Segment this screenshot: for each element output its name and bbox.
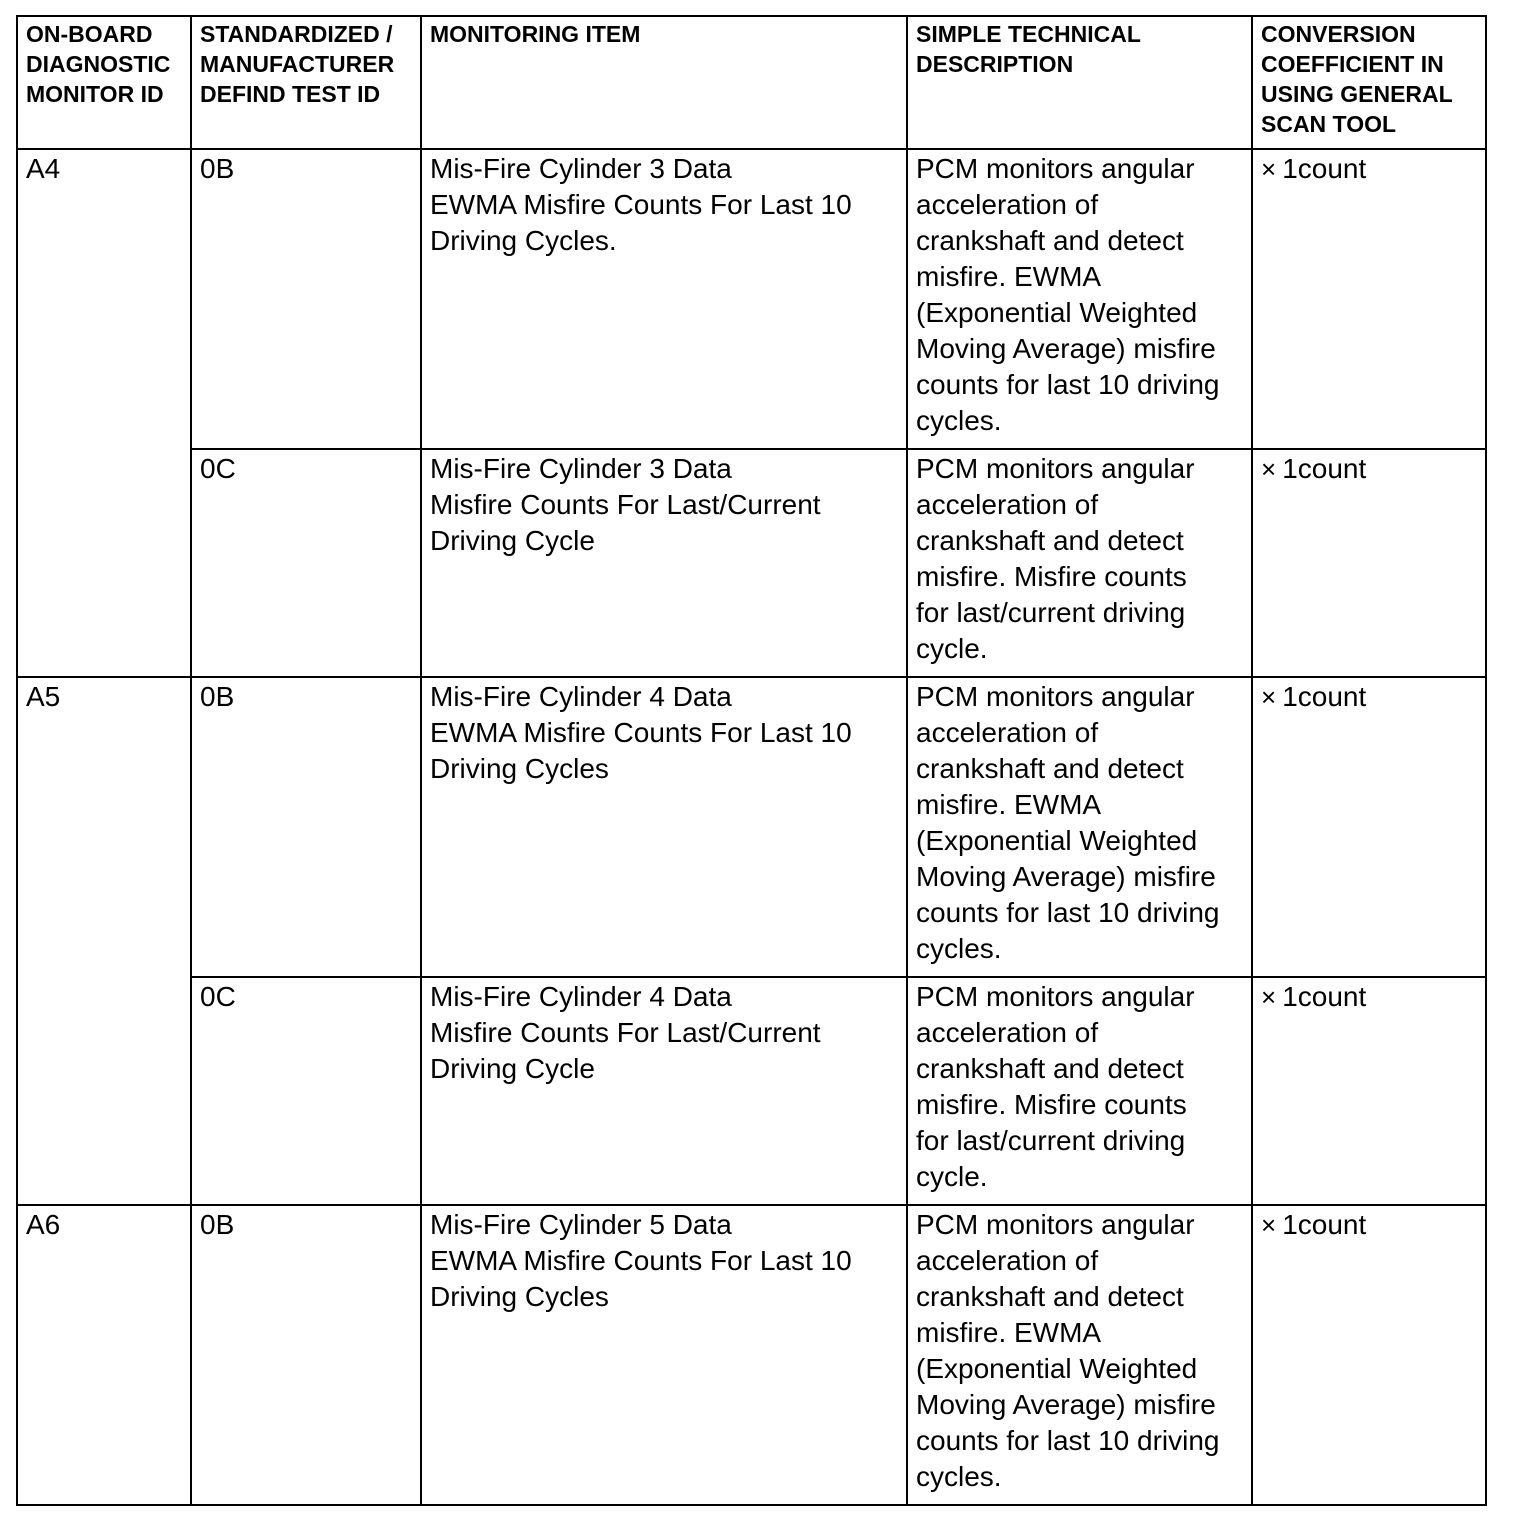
item-line: Driving Cycles bbox=[430, 753, 609, 784]
multiply-symbol: × bbox=[1261, 682, 1277, 712]
conversion-value: 1count bbox=[1282, 153, 1367, 184]
header-monitor-id bbox=[17, 16, 191, 149]
header-text: MONITORING ITEM bbox=[430, 21, 641, 47]
description-line: (Exponential Weighted bbox=[916, 297, 1198, 328]
table-row bbox=[17, 977, 1486, 1205]
header-text: DIAGNOSTIC bbox=[26, 51, 171, 77]
description-cell bbox=[907, 449, 1252, 677]
description-line: PCM monitors angular bbox=[916, 681, 1195, 712]
table-row bbox=[17, 677, 1486, 977]
description-line: misfire. Misfire counts bbox=[916, 561, 1187, 592]
description-line: crankshaft and detect bbox=[916, 225, 1184, 256]
item-line: Mis-Fire Cylinder 4 Data bbox=[430, 681, 732, 712]
item-line: EWMA Misfire Counts For Last 10 bbox=[430, 189, 852, 220]
monitor-table bbox=[16, 15, 1487, 1506]
description-line: misfire. EWMA bbox=[916, 789, 1102, 820]
description-line: Moving Average) misfire bbox=[916, 861, 1216, 892]
description-line: cycle. bbox=[916, 1161, 988, 1192]
header-text: DEFIND TEST ID bbox=[200, 81, 381, 107]
monitoring-item-cell bbox=[421, 677, 907, 977]
conversion-value: 1count bbox=[1282, 453, 1367, 484]
header-text: SCAN TOOL bbox=[1261, 111, 1397, 137]
description-line: PCM monitors angular bbox=[916, 1209, 1195, 1240]
header-text: COEFFICIENT IN bbox=[1261, 51, 1444, 77]
item-line: Mis-Fire Cylinder 3 Data bbox=[430, 153, 732, 184]
description-line: Moving Average) misfire bbox=[916, 333, 1216, 364]
header-test-id bbox=[191, 16, 421, 149]
item-line: Driving Cycle bbox=[430, 525, 595, 556]
description-line: (Exponential Weighted bbox=[916, 1353, 1198, 1384]
description-line: counts for last 10 driving bbox=[916, 897, 1220, 928]
header-text: MANUFACTURER bbox=[200, 51, 395, 77]
description-line: misfire. EWMA bbox=[916, 1317, 1102, 1348]
monitoring-item-cell bbox=[421, 449, 907, 677]
table-row bbox=[17, 149, 1486, 449]
conversion-cell bbox=[1252, 449, 1486, 677]
conversion-value: 1count bbox=[1282, 981, 1367, 1012]
header-text: MONITOR ID bbox=[26, 81, 164, 107]
description-line: acceleration of bbox=[916, 1245, 1099, 1276]
description-line: acceleration of bbox=[916, 1017, 1099, 1048]
description-line: acceleration of bbox=[916, 489, 1099, 520]
description-line: misfire. Misfire counts bbox=[916, 1089, 1187, 1120]
multiply-symbol: × bbox=[1261, 454, 1277, 484]
header-conversion bbox=[1252, 16, 1486, 149]
header-text: ON-BOARD bbox=[26, 21, 153, 47]
description-line: (Exponential Weighted bbox=[916, 825, 1198, 856]
multiply-symbol: × bbox=[1261, 1210, 1277, 1240]
monitor-id-cell: A5 bbox=[17, 677, 191, 1205]
description-line: cycles. bbox=[916, 1461, 1002, 1492]
description-line: cycle. bbox=[916, 633, 988, 664]
conversion-cell bbox=[1252, 149, 1486, 449]
description-cell bbox=[907, 1205, 1252, 1505]
description-line: cycles. bbox=[916, 405, 1002, 436]
item-line: Driving Cycles bbox=[430, 1281, 609, 1312]
monitor-id-cell: A4 bbox=[17, 149, 191, 677]
item-line: EWMA Misfire Counts For Last 10 bbox=[430, 1245, 852, 1276]
item-line: EWMA Misfire Counts For Last 10 bbox=[430, 717, 852, 748]
header-description bbox=[907, 16, 1252, 149]
item-line: Misfire Counts For Last/Current bbox=[430, 1017, 821, 1048]
item-line: Driving Cycle bbox=[430, 1053, 595, 1084]
conversion-cell bbox=[1252, 977, 1486, 1205]
multiply-symbol: × bbox=[1261, 982, 1277, 1012]
test-id-cell: 0B bbox=[191, 149, 421, 449]
item-line: Driving Cycles. bbox=[430, 225, 617, 256]
monitoring-item-cell bbox=[421, 149, 907, 449]
item-line: Misfire Counts For Last/Current bbox=[430, 489, 821, 520]
description-line: PCM monitors angular bbox=[916, 453, 1195, 484]
conversion-value: 1count bbox=[1282, 1209, 1367, 1240]
header-monitoring-item bbox=[421, 16, 907, 149]
description-cell bbox=[907, 977, 1252, 1205]
table-row bbox=[17, 449, 1486, 677]
conversion-cell bbox=[1252, 677, 1486, 977]
test-id-cell: 0C bbox=[191, 449, 421, 677]
description-line: Moving Average) misfire bbox=[916, 1389, 1216, 1420]
table-row bbox=[17, 1205, 1486, 1505]
description-line: acceleration of bbox=[916, 717, 1099, 748]
monitor-id-cell: A6 bbox=[17, 1205, 191, 1505]
monitoring-item-cell bbox=[421, 1205, 907, 1505]
description-line: for last/current driving bbox=[916, 1125, 1186, 1156]
description-line: misfire. EWMA bbox=[916, 261, 1102, 292]
multiply-symbol: × bbox=[1261, 154, 1277, 184]
description-line: counts for last 10 driving bbox=[916, 369, 1220, 400]
description-line: crankshaft and detect bbox=[916, 1281, 1184, 1312]
header-text: STANDARDIZED / bbox=[200, 21, 393, 47]
description-line: cycles. bbox=[916, 933, 1002, 964]
header-text: SIMPLE TECHNICAL bbox=[916, 21, 1141, 47]
description-cell bbox=[907, 677, 1252, 977]
test-id-cell: 0B bbox=[191, 1205, 421, 1505]
description-line: PCM monitors angular bbox=[916, 981, 1195, 1012]
description-line: counts for last 10 driving bbox=[916, 1425, 1220, 1456]
header-text: USING GENERAL bbox=[1261, 81, 1453, 107]
conversion-value: 1count bbox=[1282, 681, 1367, 712]
description-cell bbox=[907, 149, 1252, 449]
description-line: crankshaft and detect bbox=[916, 1053, 1184, 1084]
description-line: PCM monitors angular bbox=[916, 153, 1195, 184]
description-line: for last/current driving bbox=[916, 597, 1186, 628]
item-line: Mis-Fire Cylinder 4 Data bbox=[430, 981, 732, 1012]
header-row bbox=[17, 16, 1486, 149]
description-line: crankshaft and detect bbox=[916, 525, 1184, 556]
test-id-cell: 0C bbox=[191, 977, 421, 1205]
header-text: DESCRIPTION bbox=[916, 51, 1074, 77]
monitoring-item-cell bbox=[421, 977, 907, 1205]
header-text: CONVERSION bbox=[1261, 21, 1416, 47]
description-line: acceleration of bbox=[916, 189, 1099, 220]
description-line: crankshaft and detect bbox=[916, 753, 1184, 784]
item-line: Mis-Fire Cylinder 3 Data bbox=[430, 453, 732, 484]
test-id-cell: 0B bbox=[191, 677, 421, 977]
conversion-cell bbox=[1252, 1205, 1486, 1505]
item-line: Mis-Fire Cylinder 5 Data bbox=[430, 1209, 732, 1240]
